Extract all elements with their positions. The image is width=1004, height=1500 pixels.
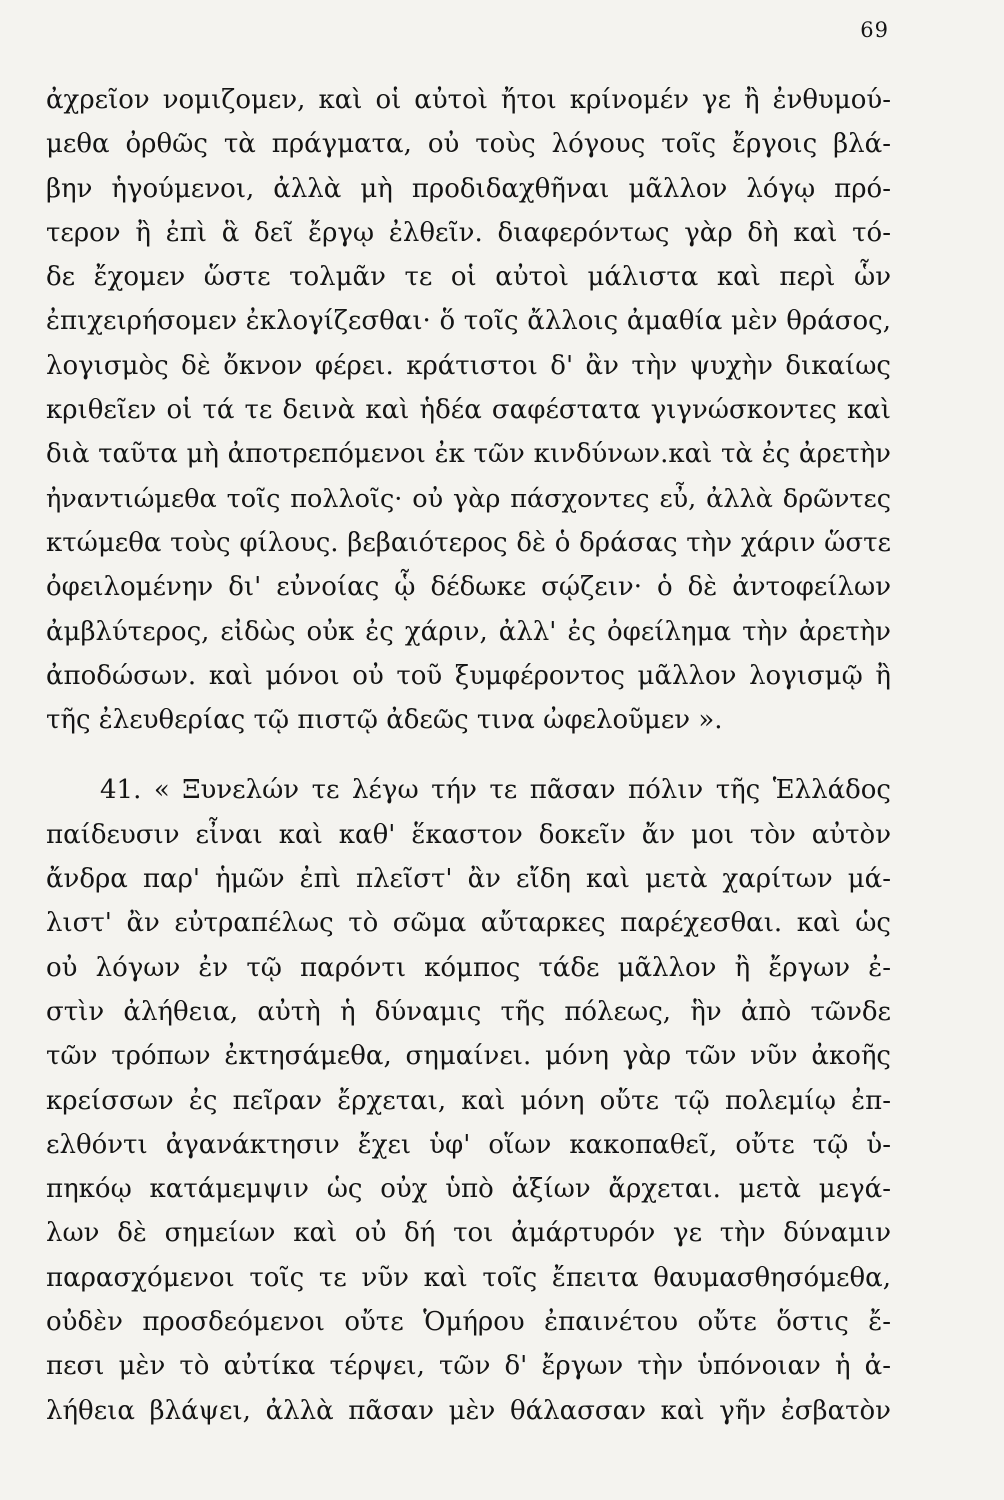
- text-line: πηκόῳ κατάμεμψιν ὡς οὐχ ὑπὸ ἀξίων ἄρχεται. μετὰ μεγά-: [46, 1174, 891, 1205]
- text-line: κριθεῖεν οἱ τά τε δεινὰ καὶ ἡδέα σαφέστατα γιγνώσκοντες καὶ: [46, 395, 891, 426]
- text-line: ἠναντιώμεθα τοῖς πολλοῖς· οὐ γὰρ πάσχοντες εὖ, ἀλλὰ δρῶντες: [46, 483, 891, 514]
- text-line: ἀχρεῖον νομιζομεν, καὶ οἱ αὐτοὶ ἤτοι κρίνομέν γε ἢ ἐνθυμού-: [46, 85, 891, 115]
- text-line: λήθεια βλάψει, ἀλλὰ πᾶσαν μὲν θάλασσαν καὶ γῆν ἐσβατὸν: [46, 1395, 891, 1426]
- text-line: στὶν ἀλήθεια, αὐτὴ ἡ δύναμις τῆς πόλεως, ἣν ἀπὸ τῶνδε: [46, 996, 891, 1027]
- text-line: ελθόντι ἀγανάκτησιν ἔχει ὑφ' οἵων κακοπαθεῖ, οὔτε τῷ ὑ-: [46, 1129, 891, 1160]
- text-line: διὰ ταῦτα μὴ ἀποτρεπόμενοι ἐκ τῶν κινδύνων.καὶ τὰ ἐς ἀρετὴν: [46, 439, 891, 470]
- text-line: οὐδὲν προσδεόμενοι οὔτε Ὁμήρου ἐπαινέτου οὔτε ὅστις ἔ-: [46, 1307, 891, 1338]
- text-line: βην ἡγούμενοι, ἀλλὰ μὴ προδιδαχθῆναι μᾶλλον λόγῳ πρό-: [46, 173, 891, 204]
- text-line: τῶν τρόπων ἐκτησάμεθα, σημαίνει. μόνη γὰρ τῶν νῦν ἀκοῆς: [46, 1041, 891, 1072]
- page-number: 69: [860, 18, 889, 42]
- text-line: τερον ἢ ἐπὶ ἃ δεῖ ἔργῳ ἐλθεῖν. διαφερόντως γὰρ δὴ καὶ τό-: [46, 217, 891, 248]
- section-heading-line: 41. « Ξυνελών τε λέγω τήν τε πᾶσαν πόλιν τῆς Ἑλλάδος: [100, 775, 891, 806]
- paragraph-2: [46, 768, 891, 1432]
- text-line: παίδευσιν εἶναι καὶ καθ' ἕκαστον δοκεῖν ἄν μοι τὸν αὐτὸν: [46, 819, 891, 850]
- text-line: ἀποδώσων. καὶ μόνοι οὐ τοῦ ξυμφέροντος μᾶλλον λογισμῷ ἢ: [46, 660, 891, 691]
- text-line: ἐπιχειρήσομεν ἐκλογίζεσθαι· ὅ τοῖς ἄλλοις ἀμαθία μὲν θράσος,: [46, 306, 891, 337]
- text-line: δε ἔχομεν ὥστε τολμᾶν τε οἱ αὐτοὶ μάλιστα καὶ περὶ ὧν: [46, 262, 891, 293]
- text-line: ἀμβλύτερος, εἰδὼς οὐκ ἐς χάριν, ἀλλ' ἐς ὀφείλημα τὴν ἀρετὴν: [46, 616, 891, 647]
- text-line: τῆς ἐλευθερίας τῷ πιστῷ ἀδεῶς τινα ὠφελοῦμεν ».: [46, 705, 723, 736]
- paragraph-spacer: [46, 742, 891, 768]
- text-line: λων δὲ σημείων καὶ οὐ δή τοι ἀμάρτυρόν γε τὴν δύναμιν: [46, 1218, 891, 1249]
- text-line: πεσι μὲν τὸ αὐτίκα τέρψει, τῶν δ' ἔργων τὴν ὑπόνοιαν ἡ ἀ-: [46, 1351, 891, 1382]
- text-line: κτώμεθα τοὺς φίλους. βεβαιότερος δὲ ὁ δράσας τὴν χάριν ὥστε: [46, 527, 891, 558]
- text-line: μεθα ὀρθῶς τὰ πράγματα, οὐ τοὺς λόγους τοῖς ἔργοις βλά-: [46, 129, 891, 160]
- paragraph-1: [46, 78, 891, 742]
- text-line: ὀφειλομένην δι' εὐνοίας ᾧ δέδωκε σῴζειν· ὁ δὲ ἀντοφείλων: [46, 572, 891, 603]
- text-line: λογισμὸς δὲ ὄκνον φέρει. κράτιστοι δ' ἂν τὴν ψυχὴν δικαίως: [46, 350, 891, 381]
- text-line: κρείσσων ἐς πεῖραν ἔρχεται, καὶ μόνη οὔτε τῷ πολεμίῳ ἐπ-: [46, 1085, 891, 1116]
- text-line: οὐ λόγων ἐν τῷ παρόντι κόμπος τάδε μᾶλλον ἢ ἔργων ἐ-: [46, 952, 891, 983]
- text-line: λιστ' ἂν εὐτραπέλως τὸ σῶμα αὔταρκες παρέχεσθαι. καὶ ὡς: [46, 908, 891, 939]
- page-body: [46, 78, 891, 1433]
- text-line: παρασχόμενοι τοῖς τε νῦν καὶ τοῖς ἔπειτα θαυμασθησόμεθα,: [46, 1262, 891, 1293]
- text-line: ἄνδρα παρ' ἡμῶν ἐπὶ πλεῖστ' ἂν εἴδη καὶ μετὰ χαρίτων μά-: [46, 864, 891, 895]
